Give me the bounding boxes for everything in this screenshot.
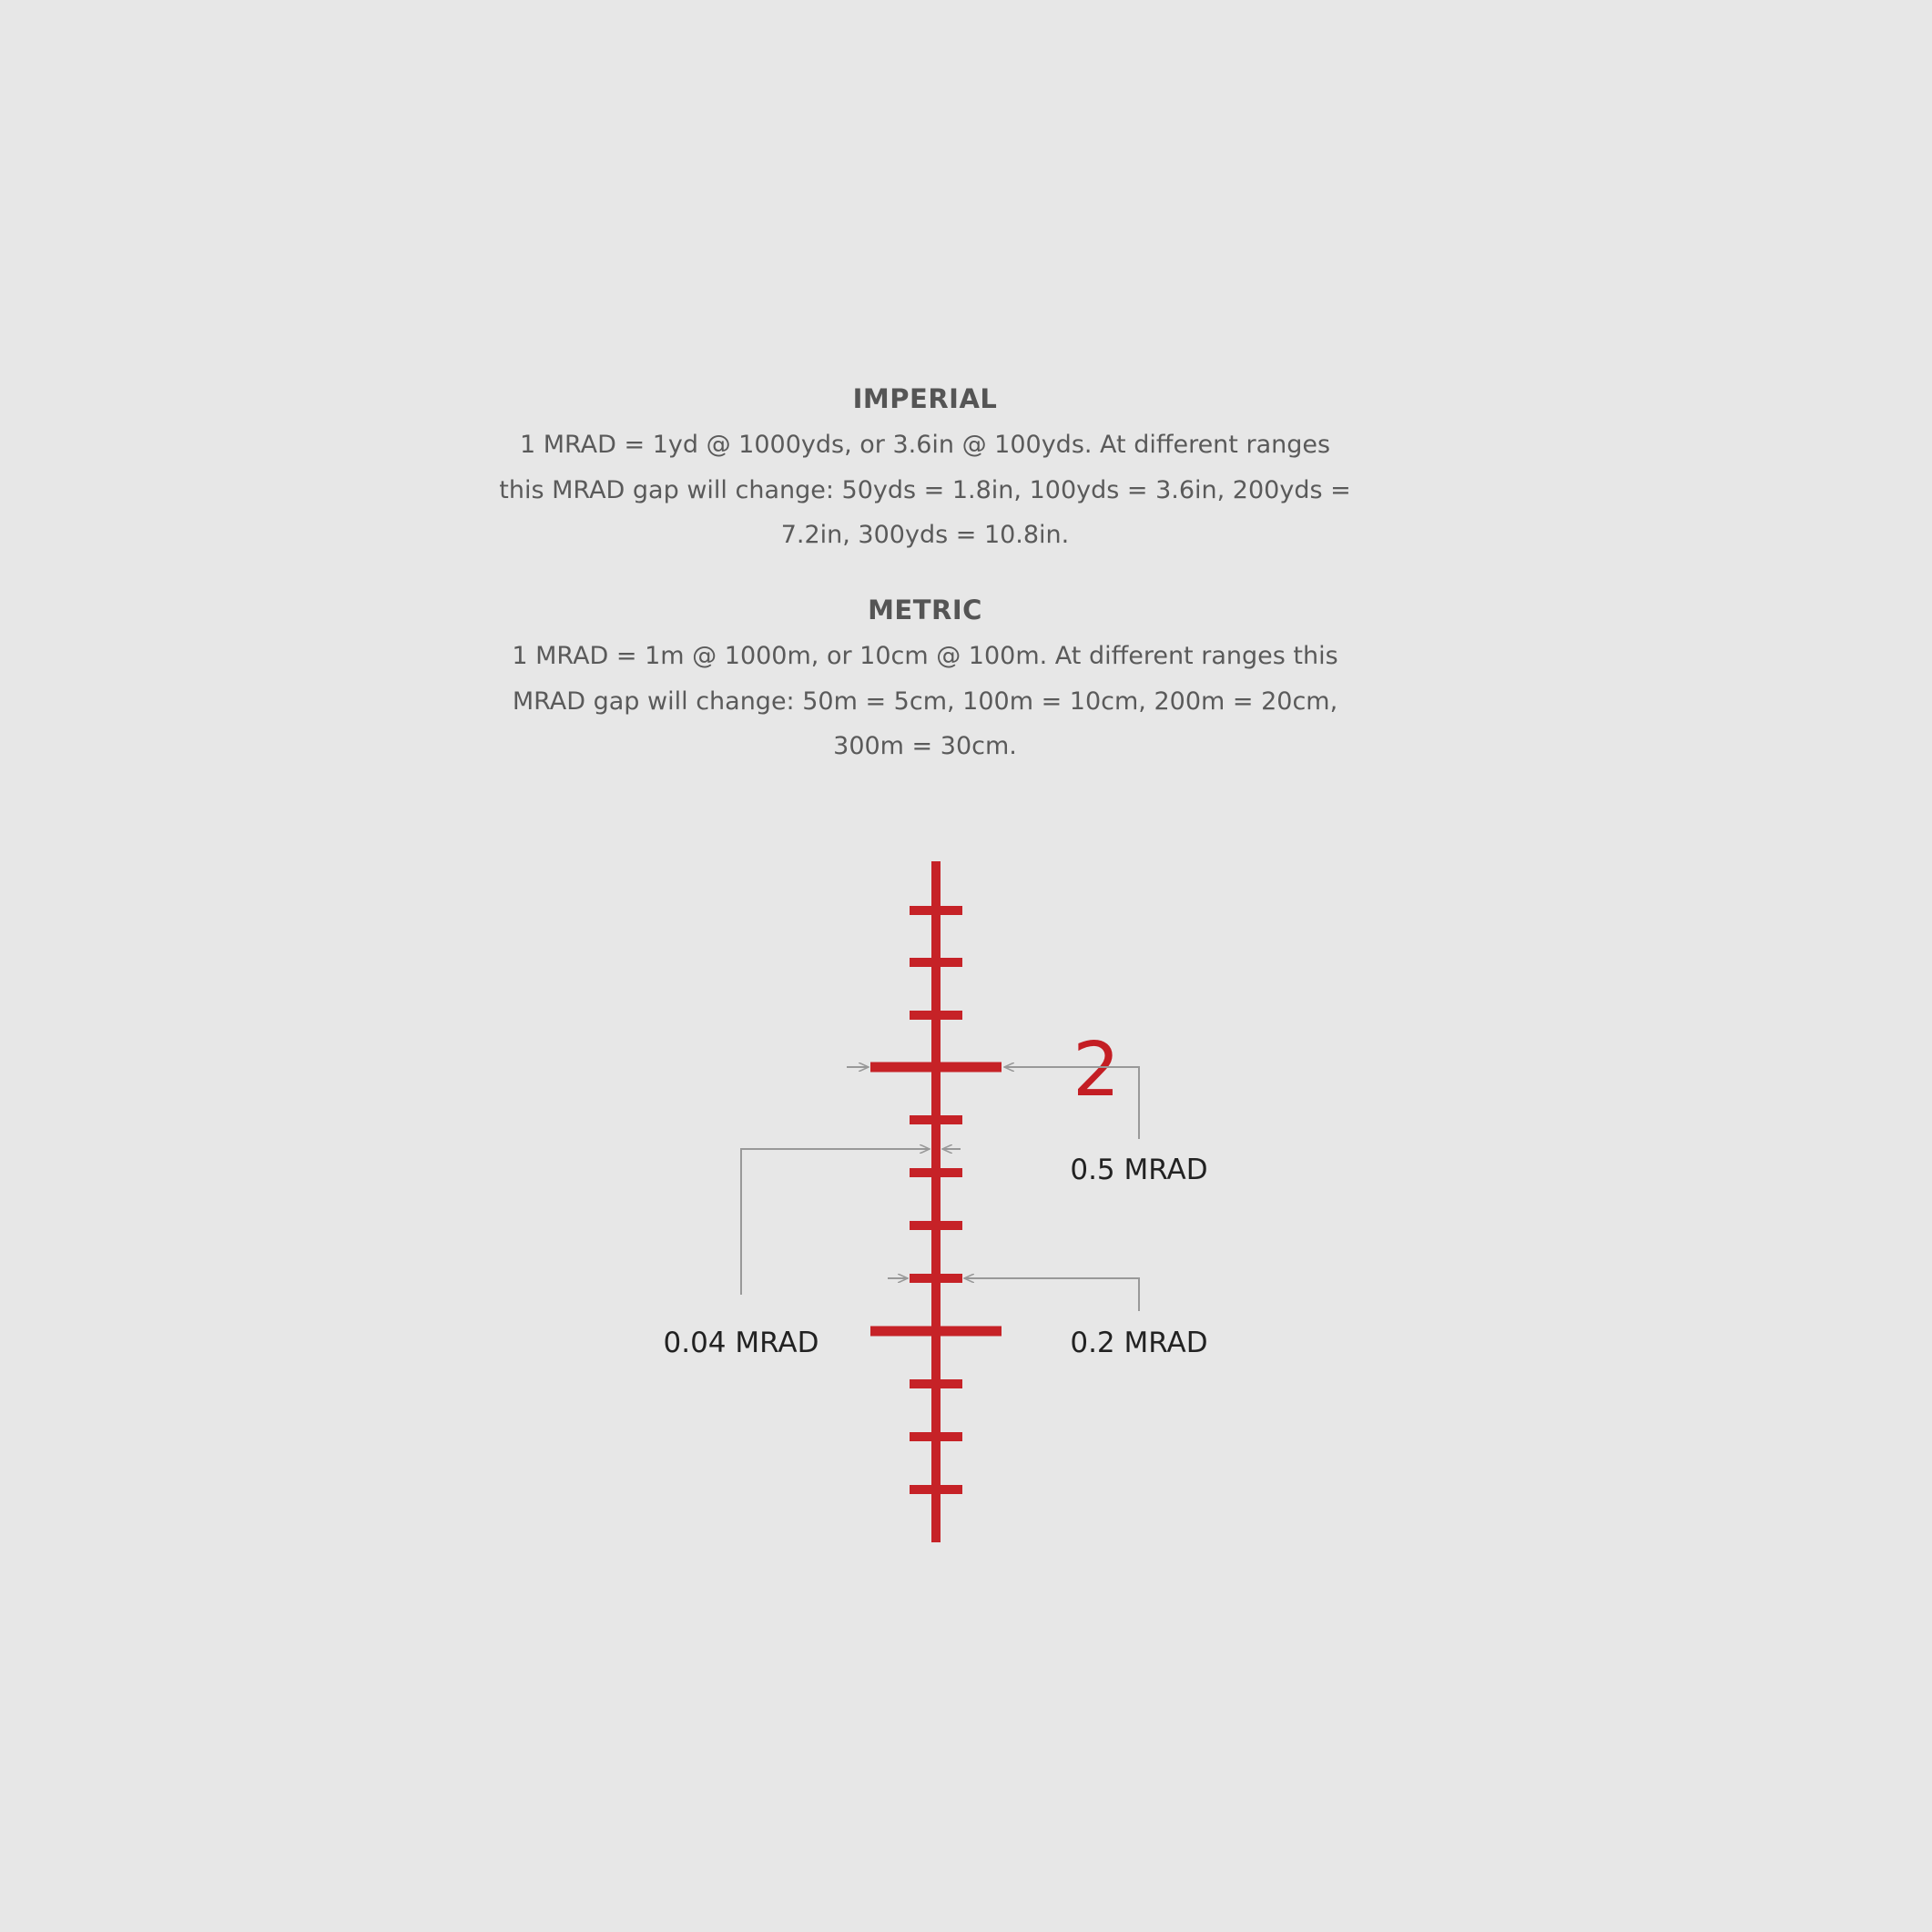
imperial-line-2: this MRAD gap will change: 50yds = 1.8in, 100yds = 3.6in, 200yds =: [499, 475, 1351, 504]
leader-minor-hash: [964, 1278, 1139, 1311]
leader-line-thickness: [741, 1149, 930, 1295]
metric-line-1: 1 MRAD = 1m @ 1000m, or 10cm @ 100m. At different ranges this: [512, 642, 1338, 670]
imperial-line-3: 7.2in, 300yds = 10.8in.: [780, 521, 1070, 549]
metric-line-3: 300m = 30cm.: [833, 732, 1017, 760]
label-line-thickness: 0.04 MRAD: [663, 1327, 819, 1359]
metric-line-2: MRAD gap will change: 50m = 5cm, 100m = 10cm, 200m = 20cm,: [512, 686, 1338, 716]
reticle-lines: [870, 861, 1002, 1542]
label-major-hash: 0.5 MRAD: [1070, 1154, 1208, 1186]
imperial-line-1: 1 MRAD = 1yd @ 1000yds, or 3.6in @ 100yds. At different ranges: [519, 431, 1331, 459]
stadia-numeral: 2: [1073, 1027, 1121, 1113]
metric-heading: METRIC: [868, 595, 982, 625]
label-minor-hash: 0.2 MRAD: [1070, 1327, 1208, 1359]
imperial-heading: IMPERIAL: [852, 383, 998, 414]
